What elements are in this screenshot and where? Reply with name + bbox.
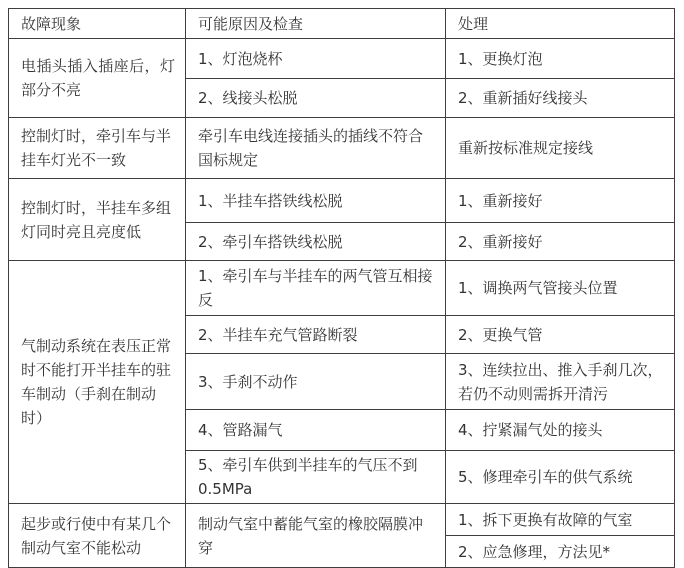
table-row	[9, 118, 675, 179]
table-row	[9, 261, 675, 316]
header-treatment: 处理	[446, 9, 675, 39]
cause-cell: 制动气室中蓄能气室的橡胶隔膜冲穿	[186, 504, 446, 568]
cause-cell: 4、管路漏气	[186, 410, 446, 451]
remedy-cell: 重新按标准规定接线	[446, 118, 675, 179]
cause-cell: 1、半挂车搭铁线松脱	[186, 179, 446, 223]
cause-cell: 1、牵引车与半挂车的两气管互相接反	[186, 261, 446, 316]
symptom-cell: 控制灯时，牵引车与半挂车灯光不一致	[9, 118, 186, 179]
remedy-cell: 1、更换灯泡	[446, 39, 675, 79]
cause-cell: 1、灯泡烧杯	[186, 39, 446, 79]
remedy-cell: 2、重新插好线接头	[446, 79, 675, 118]
cause-cell: 牵引车电线连接插头的插线不符合国标规定	[186, 118, 446, 179]
header-possible-cause: 可能原因及检查	[186, 9, 446, 39]
table-header-row	[9, 9, 675, 39]
troubleshooting-table	[8, 8, 675, 568]
symptom-cell: 气制动系统在表压正常时不能打开半挂车的驻车制动（手刹在制动时）	[9, 261, 186, 504]
remedy-cell: 2、应急修理，方法见*	[446, 536, 675, 568]
remedy-cell: 3、连续拉出、推入手刹几次，若仍不动则需拆开清污	[446, 354, 675, 410]
remedy-cell: 1、重新接好	[446, 179, 675, 223]
cause-cell: 3、手刹不动作	[186, 354, 446, 410]
symptom-cell: 电插头插入插座后，灯部分不亮	[9, 39, 186, 118]
remedy-cell: 2、重新接好	[446, 223, 675, 261]
remedy-cell: 1、调换两气管接头位置	[446, 261, 675, 316]
cause-cell: 2、牵引车搭铁线松脱	[186, 223, 446, 261]
symptom-cell: 控制灯时，半挂车多组灯同时亮且亮度低	[9, 179, 186, 261]
remedy-cell: 4、拧紧漏气处的接头	[446, 410, 675, 451]
cause-cell: 5、牵引车供到半挂车的气压不到0.5MPa	[186, 451, 446, 504]
remedy-cell: 1、拆下更换有故障的气室	[446, 504, 675, 536]
table-row	[9, 39, 675, 79]
table-row	[9, 179, 675, 223]
table-row	[9, 504, 675, 536]
cause-cell: 2、半挂车充气管路断裂	[186, 316, 446, 354]
remedy-cell: 2、更换气管	[446, 316, 675, 354]
header-fault-phenomenon: 故障现象	[9, 9, 186, 39]
cause-cell: 2、线接头松脱	[186, 79, 446, 118]
symptom-cell: 起步或行使中有某几个制动气室不能松动	[9, 504, 186, 568]
remedy-cell: 5、修理牵引车的供气系统	[446, 451, 675, 504]
